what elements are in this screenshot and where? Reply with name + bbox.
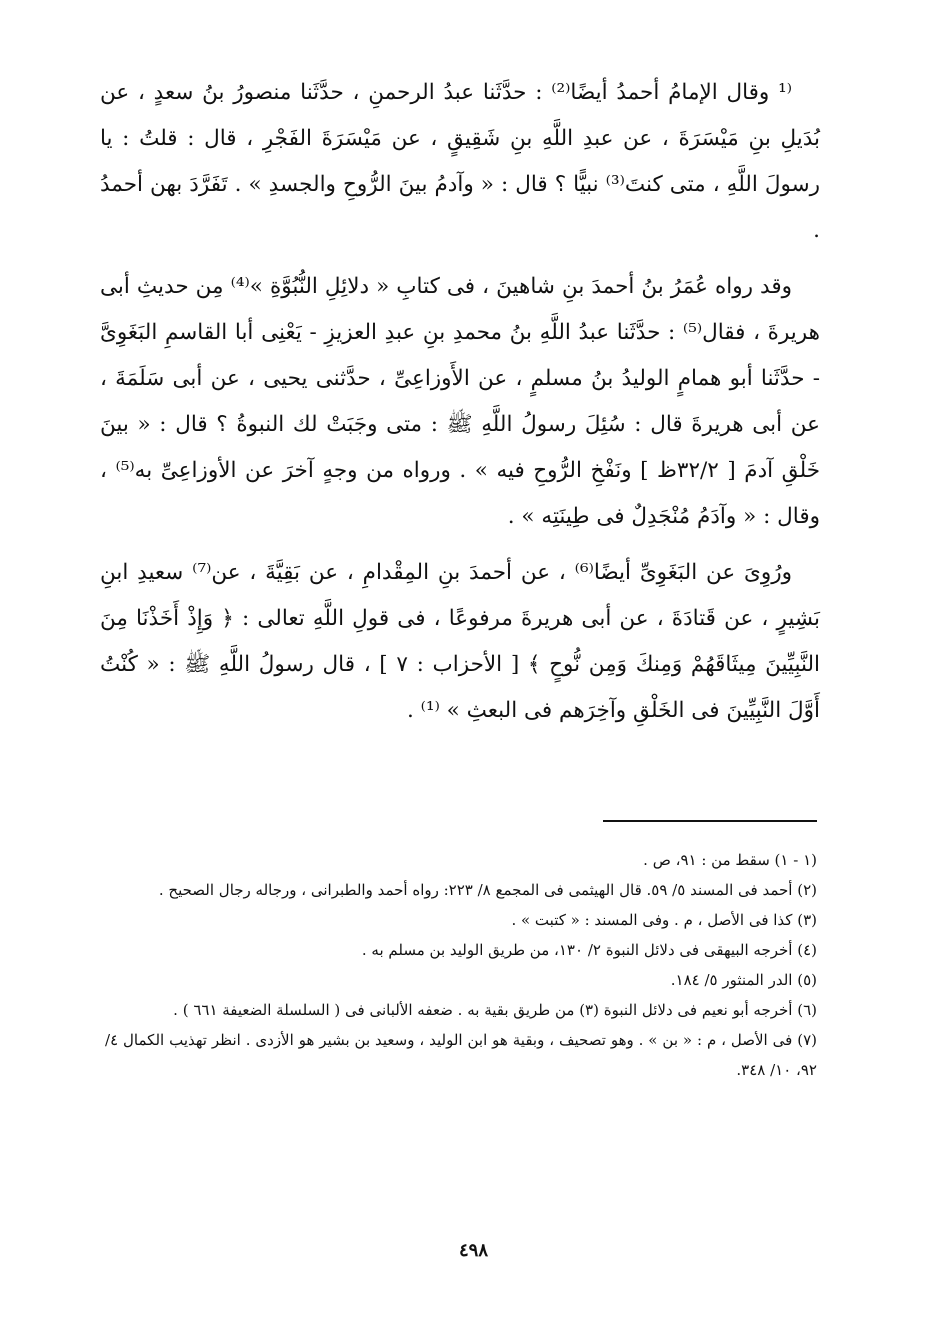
paragraph-3: ورُوِىَ عن البَغَوِىِّ أيضًا⁽⁶⁾ ، عن أحمدَ بنِ المِقْدامِ ، عن بَقِيَّةَ ، عن⁽⁷⁾ سعيدِ ابنِ بَشِيرٍ ، عن قَتادَةَ ، عن أبى هريرةَ مرفوعًا ، فى قولِ اللَّهِ تعالى : ﴿ وَإِذْ أَخَذْنَا مِنَ النَّبِيِّينَ مِيثَاقَهُمْ وَمِنكَ وَمِن نُّوحٍ ﴾ [ الأحزاب : ٧ ] ، قال رسولُ اللَّهِ ﷺ : « كُنْتُ أَوَّلَ النَّبِيِّينَ فى الخَلْقِ وآخِرَهم فى البعثِ » ⁽¹⁾ . (100, 560, 820, 723)
page-number: ٤٩٨ (458, 1240, 488, 1261)
footnote-6: (٦) أخرجه أبو نعيم فى دلائل النبوة (٣) من طريق بقية به . ضعفه الألبانى فى ( السلسلة الضعيفة ٦٦١ ) . (173, 1001, 817, 1019)
paragraph-2: وقد رواه عُمَرُ بنُ أحمدَ بنِ شاهينَ ، فى كتابِ « دلائِلِ النُّبُوَّةِ »⁽⁴⁾ مِن حديثِ أبى هريرةَ ، فقال⁽⁵⁾ : حدَّثَنا عبدُ اللَّهِ بنُ محمدِ بنِ عبدِ العزيزِ - يَعْنِى أبا القاسمِ البَغَوِىَّ - حدَّثَنا أبو همامٍ الوليدُ بنُ مسلمٍ ، عن الأَوزاعِىِّ ، حدَّثنى يحيى ، عن أبى سَلَمَةَ ، عن أبى هريرةَ قال : سُئِلَ رسولُ اللَّهِ ﷺ : متى وجَبَتْ لك النبوةُ ؟ قال : « بينَ خَلْقِ آدمَ [ ٣٢/٢ظ ] ونَفْخِ الرُّوحِ فيه » . ورواه من وجهٍ آخرَ عن الأوزاعِىِّ به⁽⁵⁾ ، وقال : « وآدَمُ مُنْجَدِلٌ فى طِينَتِه » . (100, 274, 820, 529)
footnote-5: (٥) الدر المنثور ٥/ ١٨٤. (670, 971, 817, 989)
footnote-1: (١ - ١) سقط من : ٩١، ص . (643, 851, 817, 869)
footnote-7: (٧) فى الأصل ، م : « بن » . وهو تصحيف ، وبقية هو ابن الوليد ، وسعيد بن بشير هو الأزدى . انظر تهذيب الكمال ٤/ ٩٢، ١٠/ ٣٤٨. (105, 1031, 817, 1079)
footnotes (105, 845, 817, 1085)
footnote-3: (٣) كذا فى الأصل ، م . وفى المسند : « كتبت » . (511, 911, 817, 929)
main-text (100, 70, 820, 734)
footnote-divider (603, 820, 817, 822)
footnote-4: (٤) أخرجه البيهقى فى دلائل النبوة ٢/ ١٣٠، من طريق الوليد بن مسلم به . (361, 941, 817, 959)
footnote-2: (٢) أحمد فى المسند ٥/ ٥٩. قال الهيثمى فى المجمع ٨/ ٢٢٣: رواه أحمد والطبرانى ، ورجاله رجال الصحيح . (158, 881, 817, 899)
paragraph-1: ⁽¹ وقال الإمامُ أحمدُ أيضًا⁽²⁾ : حدَّثَنا عبدُ الرحمنِ ، حدَّثَنا منصورُ بنُ سعدٍ ، عن بُدَيلِ بنِ مَيْسَرَةَ ، عن عبدِ اللَّهِ بنِ شَقِيقٍ ، عن مَيْسَرَةَ الفَجْرِ ، قال : قلتُ : يا رسولَ اللَّهِ ، متى كنتَ⁽³⁾ نبيًّا ؟ قال : « وآدمُ بينَ الرُّوحِ والجسدِ » . تَفَرَّدَ بهن أحمدُ . (100, 80, 820, 243)
page-body (100, 60, 820, 744)
